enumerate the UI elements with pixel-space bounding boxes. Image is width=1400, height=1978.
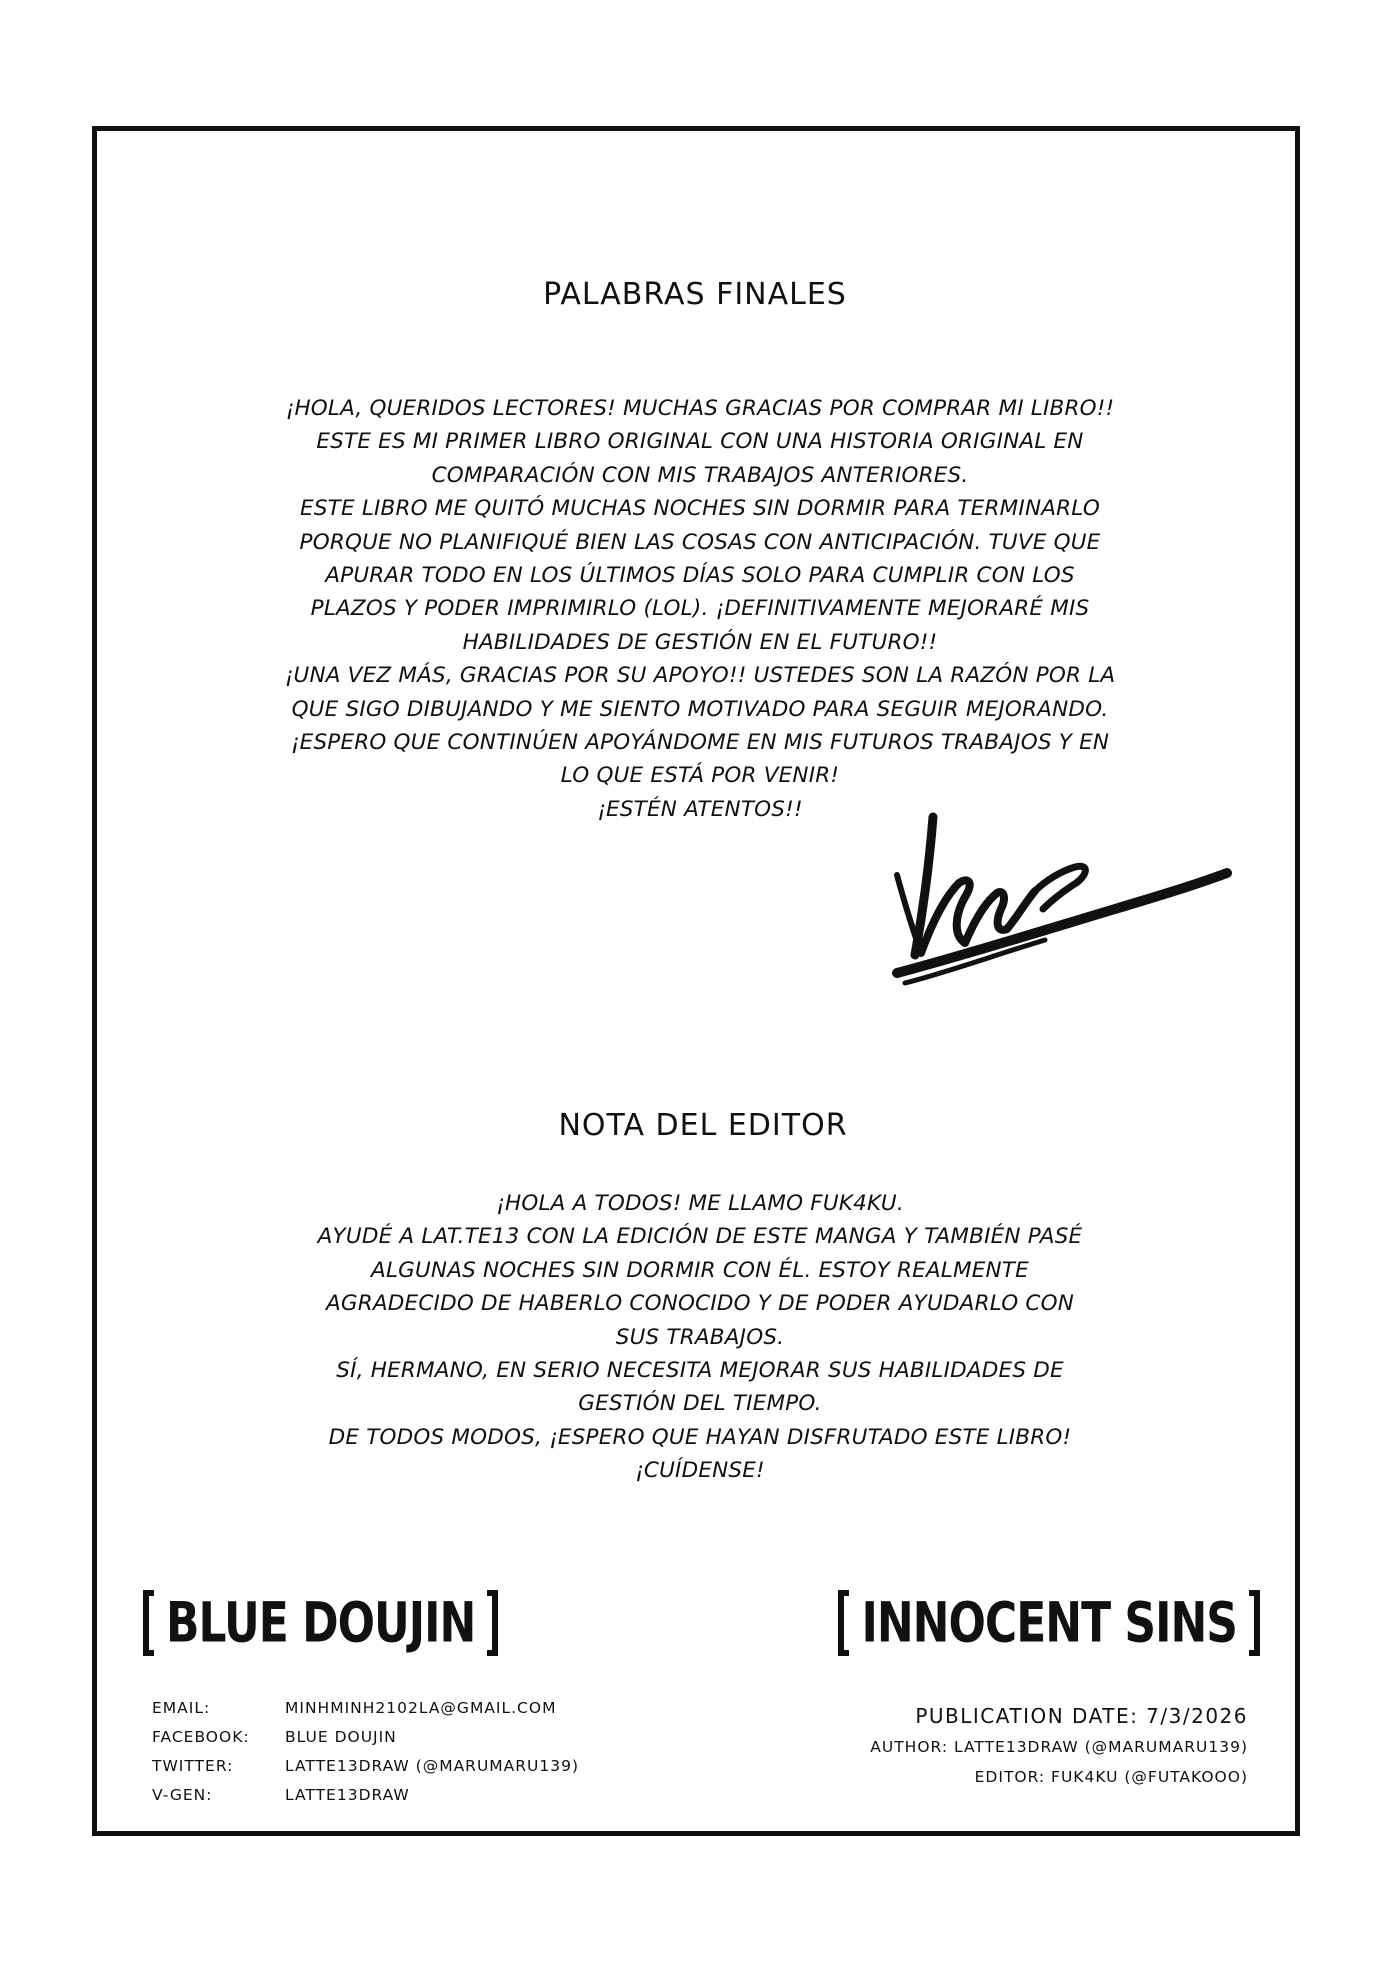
afterword-line: LO QUE ESTÁ POR VENIR! [560,763,840,789]
contact-value: LATTE13DRAW [285,1785,410,1804]
contact-label: EMAIL: [152,1698,211,1717]
afterword-line: ¡ESPERO QUE CONTINÚEN APOYÁNDOME EN MIS FUTUROS TRABAJOS Y EN [290,730,1110,756]
editor-note-line: AYUDÉ A LAT.TE13 CON LA EDICIÓN DE ESTE MANGA Y TAMBIÉN PASÉ [317,1224,1083,1250]
publication-info [870,1700,1248,1792]
contact-row-twitter [152,1751,579,1780]
editor-note-line: SÍ, HERMANO, EN SERIO NECESITA MEJORAR SUS HABILIDADES DE [336,1358,1064,1384]
contact-row-email [152,1693,579,1722]
contact-list [152,1693,579,1809]
afterword-line: COMPARACIÓN CON MIS TRABAJOS ANTERIORES. [431,462,969,488]
editor-note-line: GESTIÓN DEL TIEMPO. [578,1391,822,1417]
afterword-title: PALABRAS FINALES [543,277,847,312]
afterword-line: ESTE ES MI PRIMER LIBRO ORIGINAL CON UNA HISTORIA ORIGINAL EN [316,429,1084,455]
bracket-left [143,1590,154,1656]
bracket-left [838,1590,849,1656]
bracket-right [487,1590,498,1656]
afterword-line: APURAR TODO EN LOS ÚLTIMOS DÍAS SOLO PARA CUMPLIR CON LOS [325,563,1075,589]
contact-value: BLUE DOUJIN [285,1727,397,1746]
book-title-logo [838,1588,1260,1658]
book-title: INNOCENT SINS [861,1591,1237,1655]
afterword-line: HABILIDADES DE GESTIÓN EN EL FUTURO!! [462,629,938,655]
editor-credit: EDITOR: FUK4KU (@FUTAKOOO) [974,1768,1248,1786]
editor-note-title: NOTA DEL EDITOR [558,1108,848,1143]
afterword-line: ¡UNA VEZ MÁS, GRACIAS POR SU APOYO!! USTEDES SON LA RAZÓN POR LA [284,663,1116,689]
author-credit: AUTHOR: LATTE13DRAW (@MARUMARU139) [870,1738,1248,1756]
editor-note-line: ¡HOLA A TODOS! ME LLAMO FUK4KU. [496,1191,904,1216]
editor-note-line: ALGUNAS NOCHES SIN DORMIR CON ÉL. ESTOY REALMENTE [371,1257,1029,1283]
contact-label: FACEBOOK: [152,1727,250,1746]
editor-note-line: DE TODOS MODOS, ¡ESPERO QUE HAYAN DISFRUTADO ESTE LIBRO! [328,1424,1072,1450]
circle-name: BLUE DOUJIN [166,1591,476,1655]
editor-note-body [0,1187,1400,1488]
circle-name-logo [143,1588,498,1658]
afterword-body [0,392,1400,826]
contact-label: TWITTER: [152,1756,234,1775]
bracket-right [1249,1590,1260,1656]
contact-row-vgen [152,1780,579,1809]
contact-label: V-GEN: [152,1785,213,1804]
contact-row-facebook [152,1722,579,1751]
afterword-line: QUE SIGO DIBUJANDO Y ME SIENTO MOTIVADO PARA SEGUIR MEJORANDO. [291,696,1109,722]
afterword-line: PORQUE NO PLANIFIQUÉ BIEN LAS COSAS CON ANTICIPACIÓN. TUVE QUE [299,529,1101,555]
editor-note-line: SUS TRABAJOS. [615,1324,785,1350]
editor-note-line: AGRADECIDO DE HABERLO CONOCIDO Y DE PODER AYUDARLO CON [325,1291,1075,1317]
afterword-line: ¡ESTÉN ATENTOS!! [597,796,803,822]
contact-value: LATTE13DRAW (@MARUMARU139) [285,1756,580,1775]
author-signature-image [875,805,1235,995]
publication-date: PUBLICATION DATE: 7/3/2026 [915,1704,1248,1728]
editor-note-line: ¡CUÍDENSE! [635,1458,765,1484]
contact-value: MINHMINH2102LA@GMAIL.COM [285,1698,557,1717]
afterword-line: PLAZOS Y PODER IMPRIMIRLO (LOL). ¡DEFINITIVAMENTE MEJORARÉ MIS [310,596,1090,622]
afterword-line: ESTE LIBRO ME QUITÓ MUCHAS NOCHES SIN DORMIR PARA TERMINARLO [300,496,1100,522]
afterword-line: ¡HOLA, QUERIDOS LECTORES! MUCHAS GRACIAS POR COMPRAR MI LIBRO!! [285,396,1115,421]
